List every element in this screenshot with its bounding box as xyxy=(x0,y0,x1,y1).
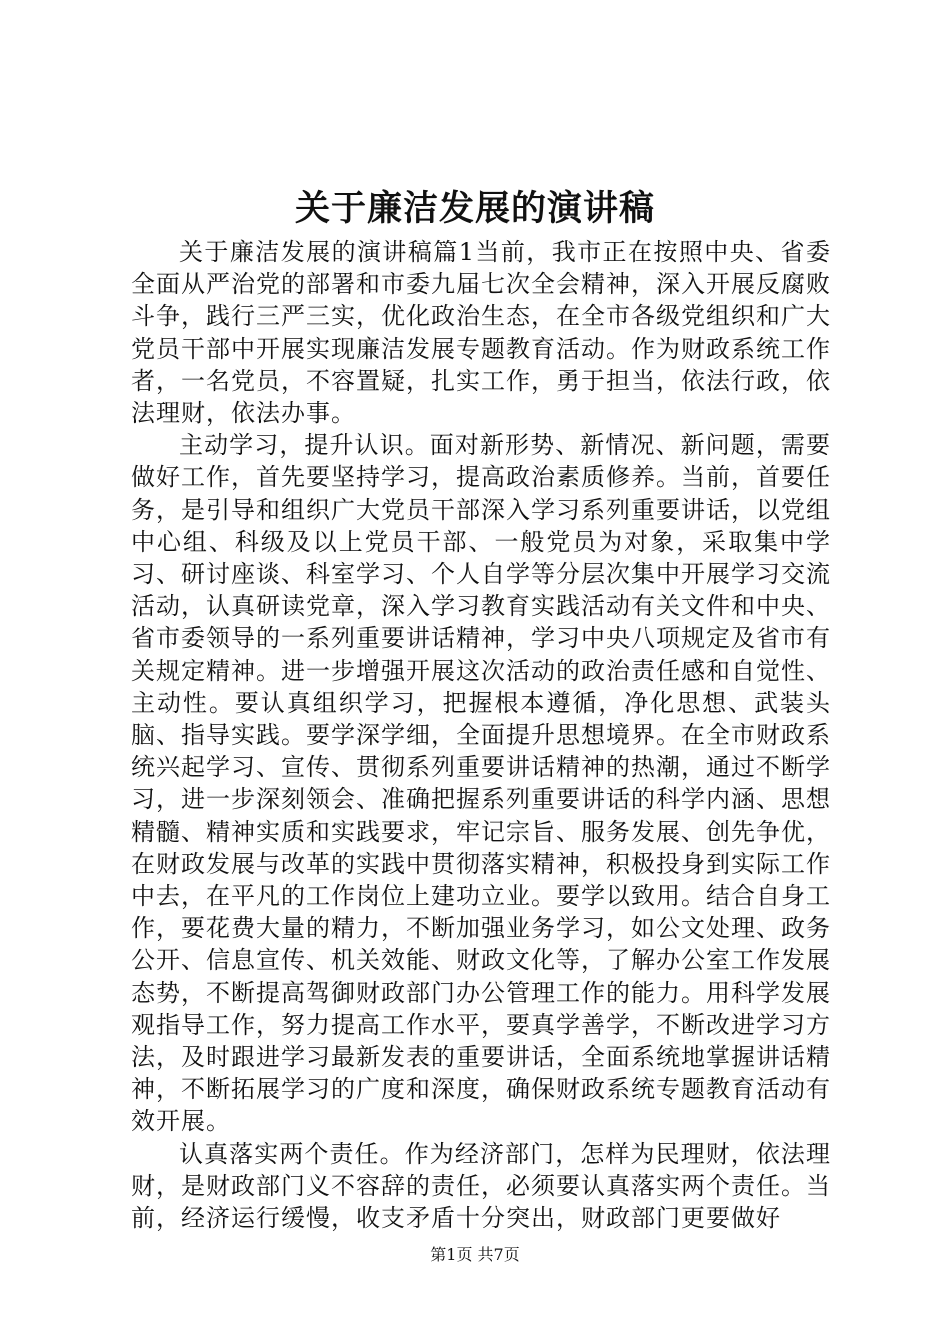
paragraph-responsibility: 认真落实两个责任。作为经济部门，怎样为民理财，依法理财，是财政部门义不容辞的责任，必须要认真落实两个责任。当前，经济运行缓慢，收支矛盾十分突出，财政部门更要做好 xyxy=(131,1139,831,1233)
document-body xyxy=(131,236,831,1234)
paragraph-intro: 关于廉洁发展的演讲稿篇1当前，我市正在按照中央、省委全面从严治党的部署和市委九届七次全会精神，深入开展反腐败斗争，践行三严三实，优化政治生态，在全市各级党组织和广大党员干部中开展实现廉洁发展专题教育活动。作为财政系统工作者，一名党员，不容置疑，扎实工作，勇于担当，依法行政，依法理财，依法办事。 xyxy=(131,238,831,428)
paragraph-study: 主动学习，提升认识。面对新形势、新情况、新问题，需要做好工作，首先要坚持学习，提高政治素质修养。当前，首要任务，是引导和组织广大党员干部深入学习系列重要讲话，以党组中心组、科级及以上党员干部、一般党员为对象，采取集中学习、研讨座谈、科室学习、个人自学等分层次集中开展学习交流活动，认真研读党章，深入学习教育实践活动有关文件和中央、省市委领导的一系列重要讲话精神，学习中央八项规定及省市有关规定精神。进一步增强开展这次活动的政治责任感和自觉性、主动性。要认真组织学习，把握根本遵循，净化思想、武装头脑、指导实践。要学深学细，全面提升思想境界。在全市财政系统兴起学习、宣传、贯彻系列重要讲话精神的热潮，通过不断学习，进一步深刻领会、准确把握系列重要讲话的科学内涵、思想精髓、精神实质和实践要求，牢记宗旨、服务发展、创先争优，在财政发展与改革的实践中贯彻落实精神，积极投身到实际工作中去，在平凡的工作岗位上建功立业。要学以致用。结合自身工作，要花费大量的精力，不断加强业务学习，如公文处理、政务公开、信息宣传、机关效能、财政文化等，了解办公室工作发展态势，不断提高驾御财政部门办公管理工作的能力。用科学发展观指导工作，努力提高工作水平，要真学善学，不断改进学习方法，及时跟进学习最新发表的重要讲话，全面系统地掌握讲话精神，不断拓展学习的广度和深度，确保财政系统专题教育活动有效开展。 xyxy=(131,431,831,1136)
page-number-footer: 第1页 共7页 xyxy=(430,1245,520,1264)
document-title: 关于廉洁发展的演讲稿 xyxy=(294,188,655,229)
